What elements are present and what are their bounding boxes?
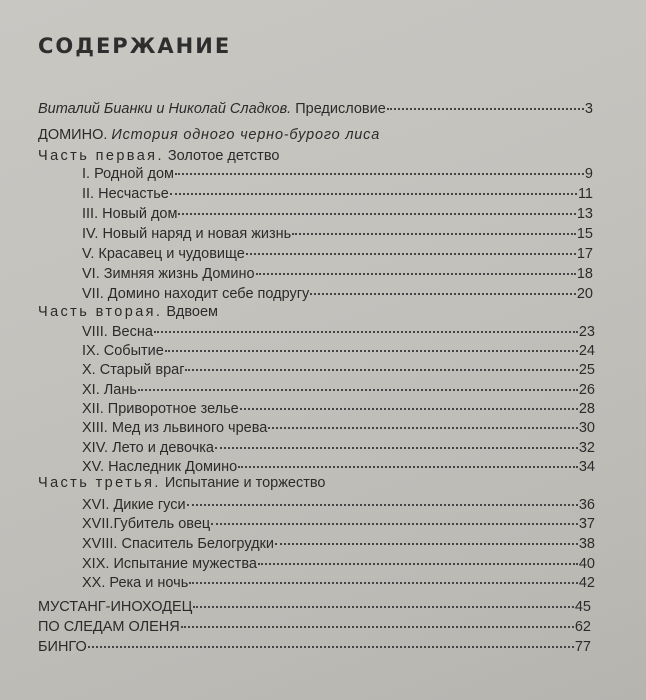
chapter-title: Спаситель Белогрудки bbox=[121, 536, 274, 552]
dot-leader bbox=[275, 543, 578, 545]
chapter-num: XIV. bbox=[82, 440, 109, 456]
page-number: 24 bbox=[578, 343, 595, 359]
chapter-title: Весна bbox=[111, 324, 153, 340]
dot-leader bbox=[170, 193, 577, 195]
toc-chapter-17[interactable] bbox=[82, 515, 595, 533]
page-number: 62 bbox=[574, 619, 591, 635]
dot-leader bbox=[246, 253, 576, 255]
dot-leader bbox=[165, 350, 578, 352]
page-number: 13 bbox=[576, 206, 593, 222]
page-number: 38 bbox=[578, 536, 595, 552]
chapter-num: III. bbox=[82, 206, 99, 222]
chapter-title: Лето и девочка bbox=[112, 440, 214, 456]
toc-chapter-11[interactable] bbox=[82, 381, 595, 399]
preface-label: Предисловие bbox=[295, 101, 386, 117]
dot-leader bbox=[268, 427, 578, 429]
chapter-num: VII. bbox=[82, 286, 104, 302]
page-number: 9 bbox=[584, 166, 593, 182]
page-number: 11 bbox=[577, 186, 593, 202]
toc-chapter-1[interactable] bbox=[82, 165, 593, 183]
page-number: 17 bbox=[576, 246, 593, 262]
chapter-title: Зимняя жизнь Домино bbox=[103, 266, 255, 282]
story-title: БИНГО bbox=[38, 639, 87, 655]
page-number: 15 bbox=[576, 226, 593, 242]
dot-leader bbox=[240, 408, 578, 410]
chapter-num: I. bbox=[82, 166, 91, 182]
chapter-num: XVII. bbox=[82, 516, 114, 532]
page-number: 45 bbox=[574, 599, 591, 615]
dot-leader bbox=[292, 233, 576, 235]
chapter-num: X. bbox=[82, 362, 96, 378]
chapter-num: XV. bbox=[82, 459, 105, 475]
page-number: 26 bbox=[578, 382, 595, 398]
chapter-num: II. bbox=[82, 186, 95, 202]
chapter-num: XII. bbox=[82, 401, 104, 417]
domino-subtitle: История одного черно-бурого лиса bbox=[111, 127, 381, 143]
page-number: 30 bbox=[578, 420, 595, 436]
chapter-num: XVI. bbox=[82, 497, 110, 513]
toc-chapter-9[interactable] bbox=[82, 342, 595, 360]
dot-leader bbox=[310, 293, 576, 295]
toc-chapter-20[interactable] bbox=[82, 574, 595, 592]
toc-story-bingo[interactable] bbox=[38, 638, 591, 656]
domino-heading bbox=[38, 126, 380, 144]
chapter-title: Наследник Домино bbox=[108, 459, 238, 475]
part-title: Испытание и торжество bbox=[164, 475, 326, 491]
dot-leader bbox=[175, 173, 584, 175]
page-number: 18 bbox=[576, 266, 593, 282]
page-number: 37 bbox=[578, 516, 595, 532]
part-heading-1 bbox=[38, 147, 279, 165]
page-number: 3 bbox=[584, 101, 593, 117]
dot-leader bbox=[387, 108, 584, 110]
page-title: СОДЕРЖАНИЕ bbox=[38, 34, 232, 58]
dot-leader bbox=[211, 523, 578, 525]
chapter-num: XIII. bbox=[82, 420, 108, 436]
chapter-num: XI. bbox=[82, 382, 100, 398]
chapter-num: VI. bbox=[82, 266, 100, 282]
part-heading-3 bbox=[38, 474, 326, 492]
story-title: ПО СЛЕДАМ ОЛЕНЯ bbox=[38, 619, 180, 635]
toc-story-deer[interactable] bbox=[38, 618, 591, 636]
toc-chapter-14[interactable] bbox=[82, 439, 595, 457]
page-number: 28 bbox=[578, 401, 595, 417]
toc-chapter-16[interactable] bbox=[82, 496, 595, 514]
page-number: 77 bbox=[574, 639, 591, 655]
dot-leader bbox=[193, 606, 573, 608]
part-heading-2 bbox=[38, 303, 218, 321]
toc-chapter-18[interactable] bbox=[82, 535, 595, 553]
dot-leader bbox=[189, 582, 578, 584]
page-number: 36 bbox=[578, 497, 595, 513]
part-title: Золотое детство bbox=[167, 148, 280, 164]
story-title: МУСТАНГ-ИНОХОДЕЦ bbox=[38, 599, 193, 615]
dot-leader bbox=[238, 466, 578, 468]
part-label: Часть третья. bbox=[38, 475, 161, 491]
dot-leader bbox=[138, 389, 578, 391]
domino-title: ДОМИНО. bbox=[38, 127, 108, 143]
toc-chapter-4[interactable] bbox=[82, 225, 593, 243]
page-number: 25 bbox=[578, 362, 595, 378]
dot-leader bbox=[88, 646, 574, 648]
chapter-num: VIII. bbox=[82, 324, 108, 340]
dot-leader bbox=[154, 331, 578, 333]
toc-chapter-3[interactable] bbox=[82, 205, 593, 223]
dot-leader bbox=[215, 447, 578, 449]
chapter-title: Красавец и чудовище bbox=[98, 246, 245, 262]
toc-chapter-10[interactable] bbox=[82, 361, 595, 379]
toc-chapter-6[interactable] bbox=[82, 265, 593, 283]
toc-chapter-8[interactable] bbox=[82, 323, 595, 341]
page-number: 23 bbox=[578, 324, 595, 340]
chapter-title: Домино находит себе подругу bbox=[107, 286, 310, 302]
chapter-num: XIX. bbox=[82, 556, 110, 572]
dot-leader bbox=[256, 273, 576, 275]
chapter-title: Старый враг bbox=[99, 362, 185, 378]
dot-leader bbox=[258, 563, 578, 565]
part-title: Вдвоем bbox=[166, 304, 218, 320]
chapter-num: XVIII. bbox=[82, 536, 118, 552]
toc-chapter-13[interactable] bbox=[82, 419, 595, 437]
chapter-num: XX. bbox=[82, 575, 106, 591]
toc-chapter-2[interactable] bbox=[82, 185, 593, 203]
chapter-title: Губитель овец bbox=[113, 516, 211, 532]
chapter-title: Лань bbox=[103, 382, 137, 398]
page-number: 32 bbox=[578, 440, 595, 456]
toc-chapter-5[interactable] bbox=[82, 245, 593, 263]
page-number: 40 bbox=[578, 556, 595, 572]
chapter-num: V. bbox=[82, 246, 95, 262]
chapter-num: IV. bbox=[82, 226, 99, 242]
chapter-title: Новый наряд и новая жизнь bbox=[102, 226, 292, 242]
chapter-title: Событие bbox=[103, 343, 164, 359]
preface-authors: Виталий Бианки и Николай Сладков. bbox=[38, 101, 292, 117]
page-number: 20 bbox=[576, 286, 593, 302]
dot-leader bbox=[187, 504, 578, 506]
toc-story-mustang[interactable] bbox=[38, 598, 591, 616]
page-number: 42 bbox=[578, 575, 595, 591]
toc-chapter-7[interactable] bbox=[82, 285, 593, 303]
chapter-num: IX. bbox=[82, 343, 100, 359]
part-label: Часть вторая. bbox=[38, 304, 163, 320]
chapter-title: Родной дом bbox=[94, 166, 175, 182]
toc-chapter-19[interactable] bbox=[82, 555, 595, 573]
chapter-title: Приворотное зелье bbox=[107, 401, 239, 417]
part-label: Часть первая. bbox=[38, 148, 164, 164]
page-number: 34 bbox=[578, 459, 595, 475]
chapter-title: Мед из львиного чрева bbox=[111, 420, 268, 436]
chapter-title: Испытание мужества bbox=[113, 556, 257, 572]
chapter-title: Дикие гуси bbox=[113, 497, 186, 513]
toc-chapter-12[interactable] bbox=[82, 400, 595, 418]
dot-leader bbox=[178, 213, 575, 215]
toc-entry-preface[interactable] bbox=[38, 100, 593, 118]
dot-leader bbox=[181, 626, 574, 628]
chapter-title: Новый дом bbox=[102, 206, 178, 222]
chapter-title: Река и ночь bbox=[109, 575, 189, 591]
dot-leader bbox=[185, 369, 577, 371]
chapter-title: Несчастье bbox=[98, 186, 169, 202]
entry-label bbox=[38, 100, 386, 118]
